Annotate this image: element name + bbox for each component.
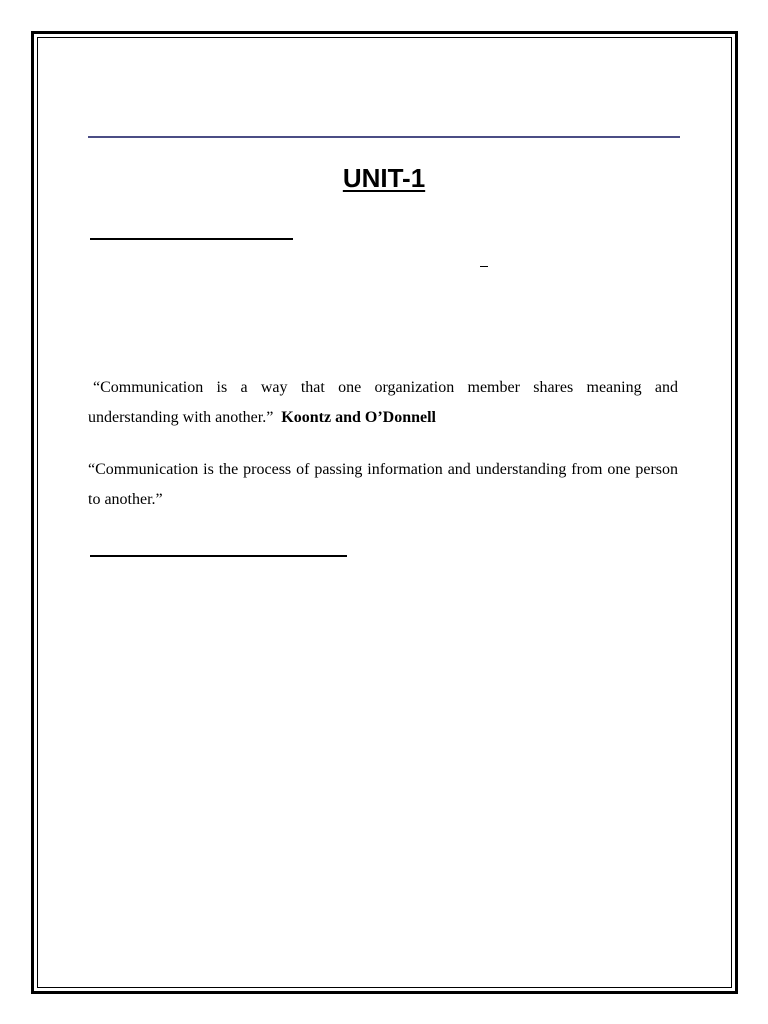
definition-paragraph-2 [88, 455, 678, 515]
definition-quote-1: “Communication is a way that one organization member shares meaning and understanding with another.” [88, 379, 678, 426]
definition-quote-2: “Communication is the process of passing information and understanding from one person to another.” [88, 461, 678, 508]
section-heading-underline [90, 238, 293, 240]
definition-paragraph-1 [88, 373, 678, 433]
definition-author-1: Koontz and O’Donnell [281, 409, 436, 426]
dash-mark [480, 266, 488, 267]
unit-title: UNIT-1 [342, 163, 426, 193]
header-rule [88, 136, 680, 138]
section-heading-underline-2 [90, 555, 347, 557]
